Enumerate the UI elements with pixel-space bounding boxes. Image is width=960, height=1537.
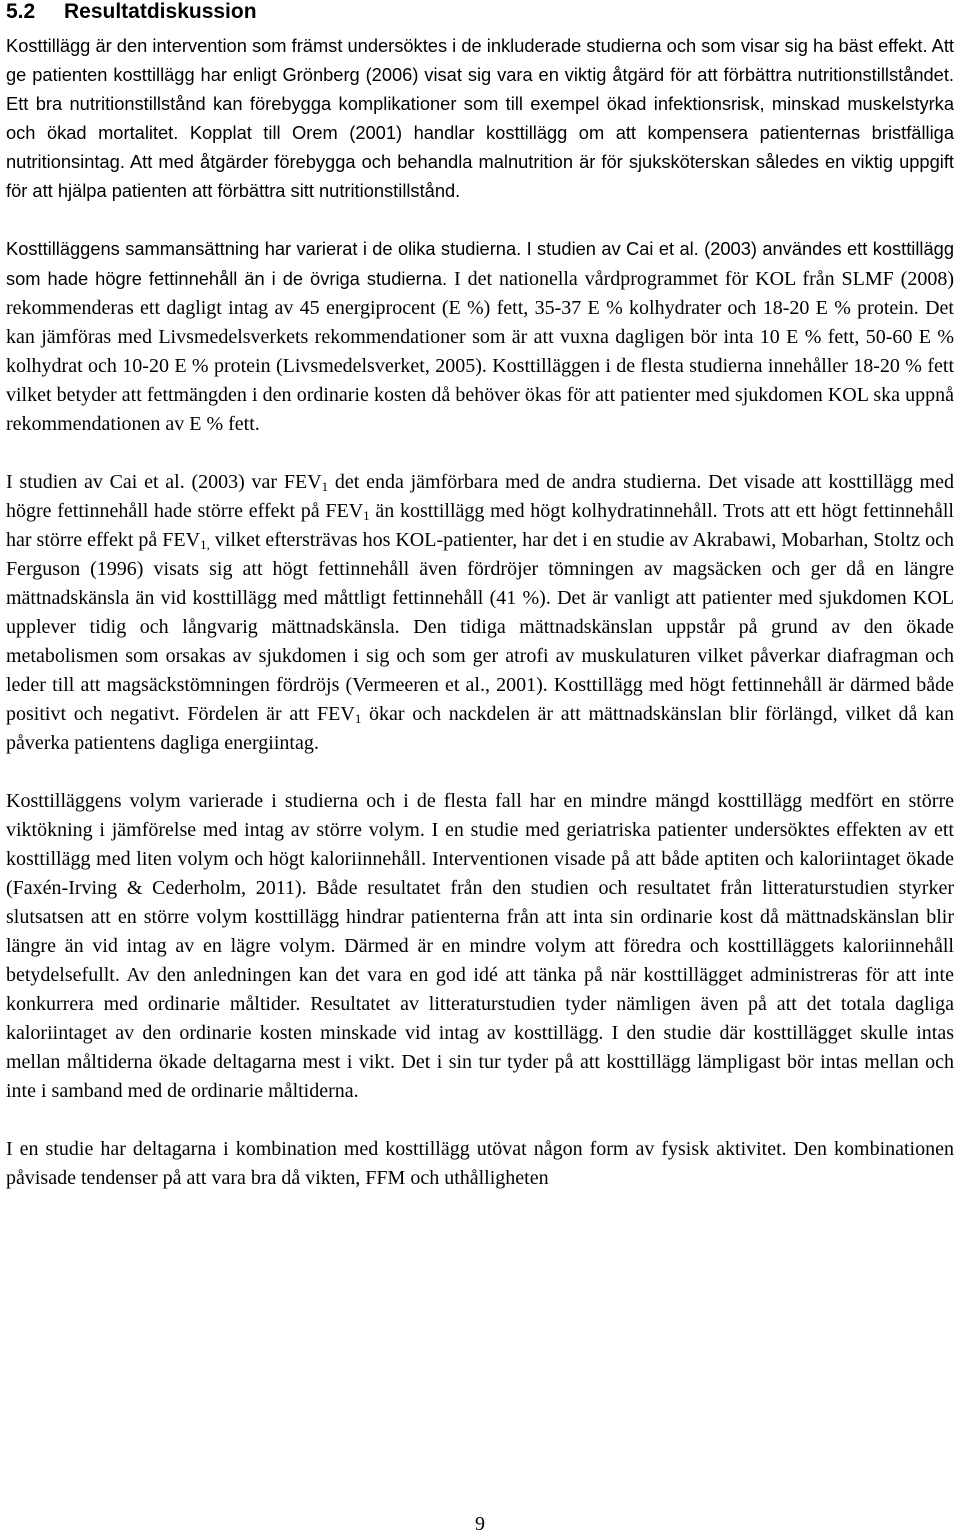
paragraph-4 — [6, 787, 954, 1106]
subscript: 1, — [200, 537, 210, 552]
paragraph-2 — [6, 234, 954, 439]
page-number: 9 — [475, 1513, 485, 1535]
paragraph-spacer — [6, 1106, 954, 1135]
paragraph-3-text-a: I studien av Cai et al. (2003) var FEV — [6, 471, 322, 493]
paragraph-2-text-a: Kosttilläggens sammansättning har varierat i de olika studierna. I studien av Cai et al. (2003) användes ett kosttillägg som hade högre fettinnehåll än i de övriga studierna. — [6, 238, 954, 289]
subscript: 1 — [321, 479, 329, 494]
paragraph-3-text-c: än kosttillägg med högt kolhydratinnehåll. Trots att ett högt fettinnehåll har större effekt på FEV — [6, 500, 954, 551]
paragraph-3-text-b: det enda jämförbara med de andra studierna. Det visade att kosttillägg med högre fettinnehåll hade större effekt på FEV — [6, 471, 954, 522]
document-page — [6, 0, 954, 1193]
paragraph-5-text: I en studie har deltagarna i kombination med kosttillägg utövat någon form av fysisk aktivitet. Den kombinationen påvisade tendenser på att vara bra då vikten, FFM och uthålligheten — [6, 1138, 954, 1189]
paragraph-1 — [6, 31, 954, 205]
paragraph-3-text-e: ökar och nackdelen är att mättnadskänslan blir förlängd, vilket då kan påverka patientens dagliga energiintag. — [6, 703, 954, 754]
paragraph-5 — [6, 1135, 954, 1193]
paragraph-4-text: Kosttilläggens volym varierade i studierna och i de flesta fall har en mindre mängd kosttillägg medfört en större viktökning i jämförelse med intag av större volym. I en studie med geriatriska patienter undersöktes effekten av ett kosttillägg med liten volym och högt kaloriinnehåll. Interventionen visade på att både aptiten och kaloriintaget ökade (Faxén-Irving & Cederholm, 2011). Både resultatet från den studien och resultatet från litteraturstudien styrker slutsatsen att en större volym kosttillägg hindrar patienterna från att inta sin ordinarie kost då mättnadskänslan blir längre än vid intag av en lägre volym. Därmed är en mindre volym att föredra och kosttilläggets kaloriinnehåll betydelsefullt. Av den anledningen kan det vara en god idé att tänka på när kosttillägget administreras för att inte konkurrera med ordinarie måltider. Resultatet av litteraturstudien tyder nämligen även på att det totala dagliga kaloriintaget av den ordinarie kosten minskade vid intag av kosttillägg. I den studie där kosttillägget skulle intas mellan måltiderna ökade deltagarna mest i vikt. Det i sin tur tyder på att kosttillägg lämpligast bör intas mellan och inte i samband med de ordinarie måltiderna. — [6, 790, 954, 1102]
section-number: 5.2 — [6, 0, 36, 23]
paragraph-spacer — [6, 758, 954, 787]
paragraph-1-text: Kosttillägg är den intervention som främst undersöktes i de inkluderade studierna och som visar sig ha bäst effekt. Att ge patienten kosttillägg har enligt Grönberg (2006) visat sig vara en viktig åtgärd för att förbättra nutritionstillståndet. Ett bra nutritionstillstånd kan förebygga komplikationer som till exempel ökad infektionsrisk, minskad muskelstyrka och ökad mortalitet. Kopplat till Orem (2001) handlar kosttillägg om att kompensera patienternas bristfälliga nutritionsintag. Att med åtgärder förebygga och behandla malnutrition är för sjuksköterskan således en viktig uppgift för att hjälpa patienten att förbättra sitt nutritionstillstånd. — [6, 35, 954, 201]
section-title: Resultatdiskussion — [64, 0, 257, 23]
paragraph-spacer — [6, 205, 954, 234]
paragraph-spacer — [6, 439, 954, 468]
paragraph-3-text-d: vilket eftersträvas hos KOL-patienter, har det i en studie av Akrabawi, Mobarhan, Stoltz och Ferguson (1996) visats sig att högt fettinnehåll även fördröjer tömningen av magsäcken och ger då en längre mättnadskänsla än vid kosttillägg med måttligt fettinnehåll (41 %). Det är vanligt att patienter med sjukdomen KOL upplever tidig och långvarig mättnadskänsla. Den tidiga mättnadskänslan uppstår på grund av den ökade metabolismen som orsakas av sjukdomen i sig och som ger atrofi av muskulaturen vilket påverkar diafragman och leder till att magsäckstömningen fördröjs (Vermeeren et al., 2001). Kosttillägg med högt fettinnehåll är därmed både positivt och negativt. Fördelen är att FEV — [6, 529, 954, 725]
subscript: 1 — [363, 508, 370, 523]
subscript: 1 — [354, 711, 362, 726]
paragraph-3 — [6, 468, 954, 758]
section-heading — [6, 0, 954, 24]
paragraph-2-text-b: I det nationella vårdprogrammet för KOL från SLMF (2008) rekommenderas ett dagligt intag av 45 energiprocent (E %) fett, 35-37 E % kolhydrater och 18-20 E % protein. Det kan jämföras med Livsmedelsverkets rekommendationer som är att vuxna dagligen bör inta 10 E % fett, 50-60 E % kolhydrat och 10-20 E % protein (Livsmedelsverket, 2005). Kosttilläggen i de flesta studierna innehåller 18-20 % fett vilket betyder att fettmängden i den ordinarie kosten då behöver ökas för att patienter med sjukdomen KOL ska uppnå rekommendationen av E % fett. — [6, 268, 955, 435]
